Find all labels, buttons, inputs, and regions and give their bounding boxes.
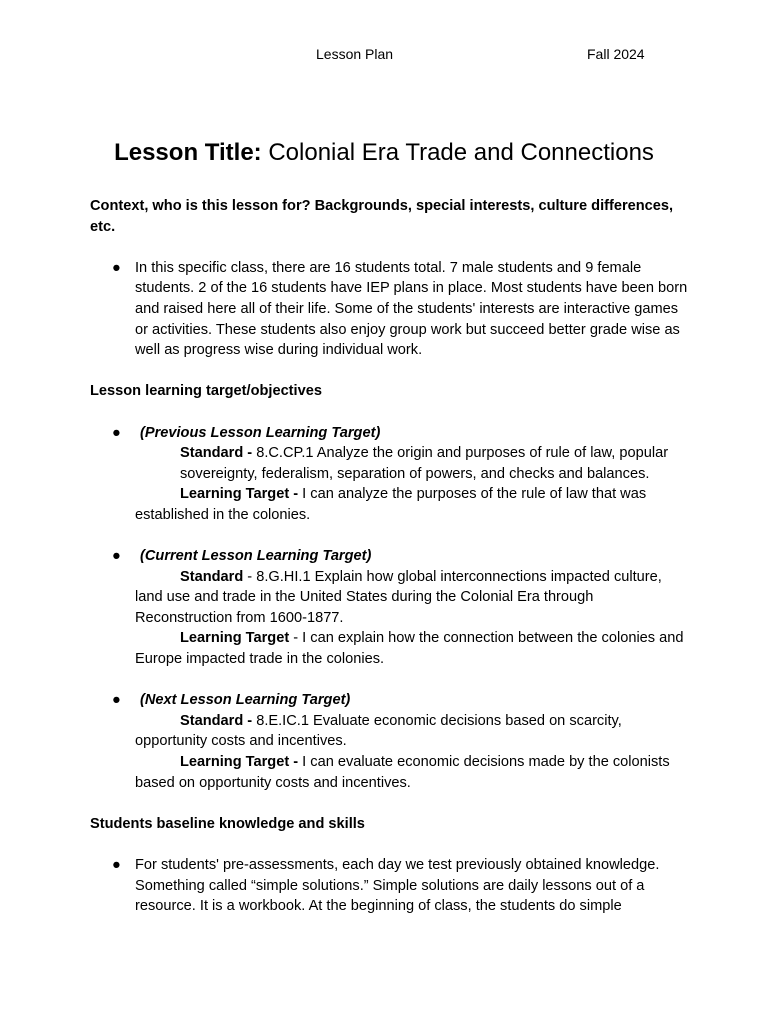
standard-text: - 8.G.HI.1 Explain how global interconnections impacted culture, land use and trade in the United States during the Colonial Era through Reconstruction from 1600-1877. xyxy=(135,568,662,626)
target-line xyxy=(135,484,690,525)
baseline-bullet xyxy=(90,855,690,917)
target-line xyxy=(135,752,690,793)
standard-text: 8.E.IC.1 Evaluate economic decisions based on scarcity, opportunity costs and incentives. xyxy=(135,712,622,750)
context-heading: Context, who is this lesson for? Backgrounds, special interests, culture differences, etc. xyxy=(90,198,674,235)
bullet-icon: ● xyxy=(112,692,121,709)
target-label: Learning Target - xyxy=(180,754,303,771)
page-header xyxy=(0,46,768,64)
objective-current xyxy=(90,546,690,670)
standard-line xyxy=(135,443,690,484)
baseline-heading: Students baseline knowledge and skills xyxy=(90,815,365,832)
target-label: Learning Target - xyxy=(180,486,303,503)
standard-line xyxy=(135,711,690,752)
objective-next xyxy=(90,690,690,793)
bullet-icon: ● xyxy=(112,857,121,873)
target-text: I can analyze the purposes of the rule of law that was established in the colonies. xyxy=(135,486,647,523)
target-text: - I can explain how the connection between the colonies and Europe impacted trade in the colonies. xyxy=(135,630,684,668)
bullet-icon: ● xyxy=(112,259,121,276)
objective-title: (Previous Lesson Learning Target) xyxy=(140,424,381,441)
document-body xyxy=(90,196,690,917)
target-text: I can evaluate economic decisions made by the colonists based on opportunity costs and incentives. xyxy=(135,754,670,791)
standard-text: 8.C.CP.1 Analyze the origin and purposes of rule of law, popular sovereignty, federalism, separation of powers, and checks and balances. xyxy=(180,445,669,482)
standard-label: Standard - xyxy=(180,445,257,462)
bullet-icon: ● xyxy=(112,424,121,441)
objective-previous xyxy=(90,423,690,526)
bullet-icon: ● xyxy=(112,548,121,565)
standard-label: Standard - xyxy=(180,712,257,729)
standard-line xyxy=(135,567,690,629)
baseline-text: For students' pre-assessments, each day we test previously obtained knowledge. Something called “simple solutions.” Simple solutions are daily lessons out of a resource. It is a workbook. At the beginning of class, the students do simple xyxy=(135,857,660,915)
lesson-title-label: Lesson Title: xyxy=(114,139,262,166)
target-line xyxy=(135,628,690,669)
target-label: Learning Target xyxy=(180,630,290,647)
header-term: Fall 2024 xyxy=(587,46,645,62)
objectives-heading: Lesson learning target/objectives xyxy=(90,383,322,400)
standard-label: Standard xyxy=(180,568,244,585)
context-bullet xyxy=(90,258,690,361)
objective-title: (Next Lesson Learning Target) xyxy=(140,692,351,709)
lesson-title-text: Colonial Era Trade and Connections xyxy=(268,139,654,166)
lesson-title xyxy=(0,138,768,168)
context-text: In this specific class, there are 16 students total. 7 male students and 9 female students. 2 of the 16 students have IEP plans in place. Most students have been born and raised here all of their life. Some of the students' interests are interactive games or activities. These students also enjoy group work but succeed better grade wise as well as progress wise during individual work. xyxy=(135,259,688,359)
objective-title: (Current Lesson Learning Target) xyxy=(140,548,372,565)
header-lesson-plan: Lesson Plan xyxy=(316,46,394,62)
